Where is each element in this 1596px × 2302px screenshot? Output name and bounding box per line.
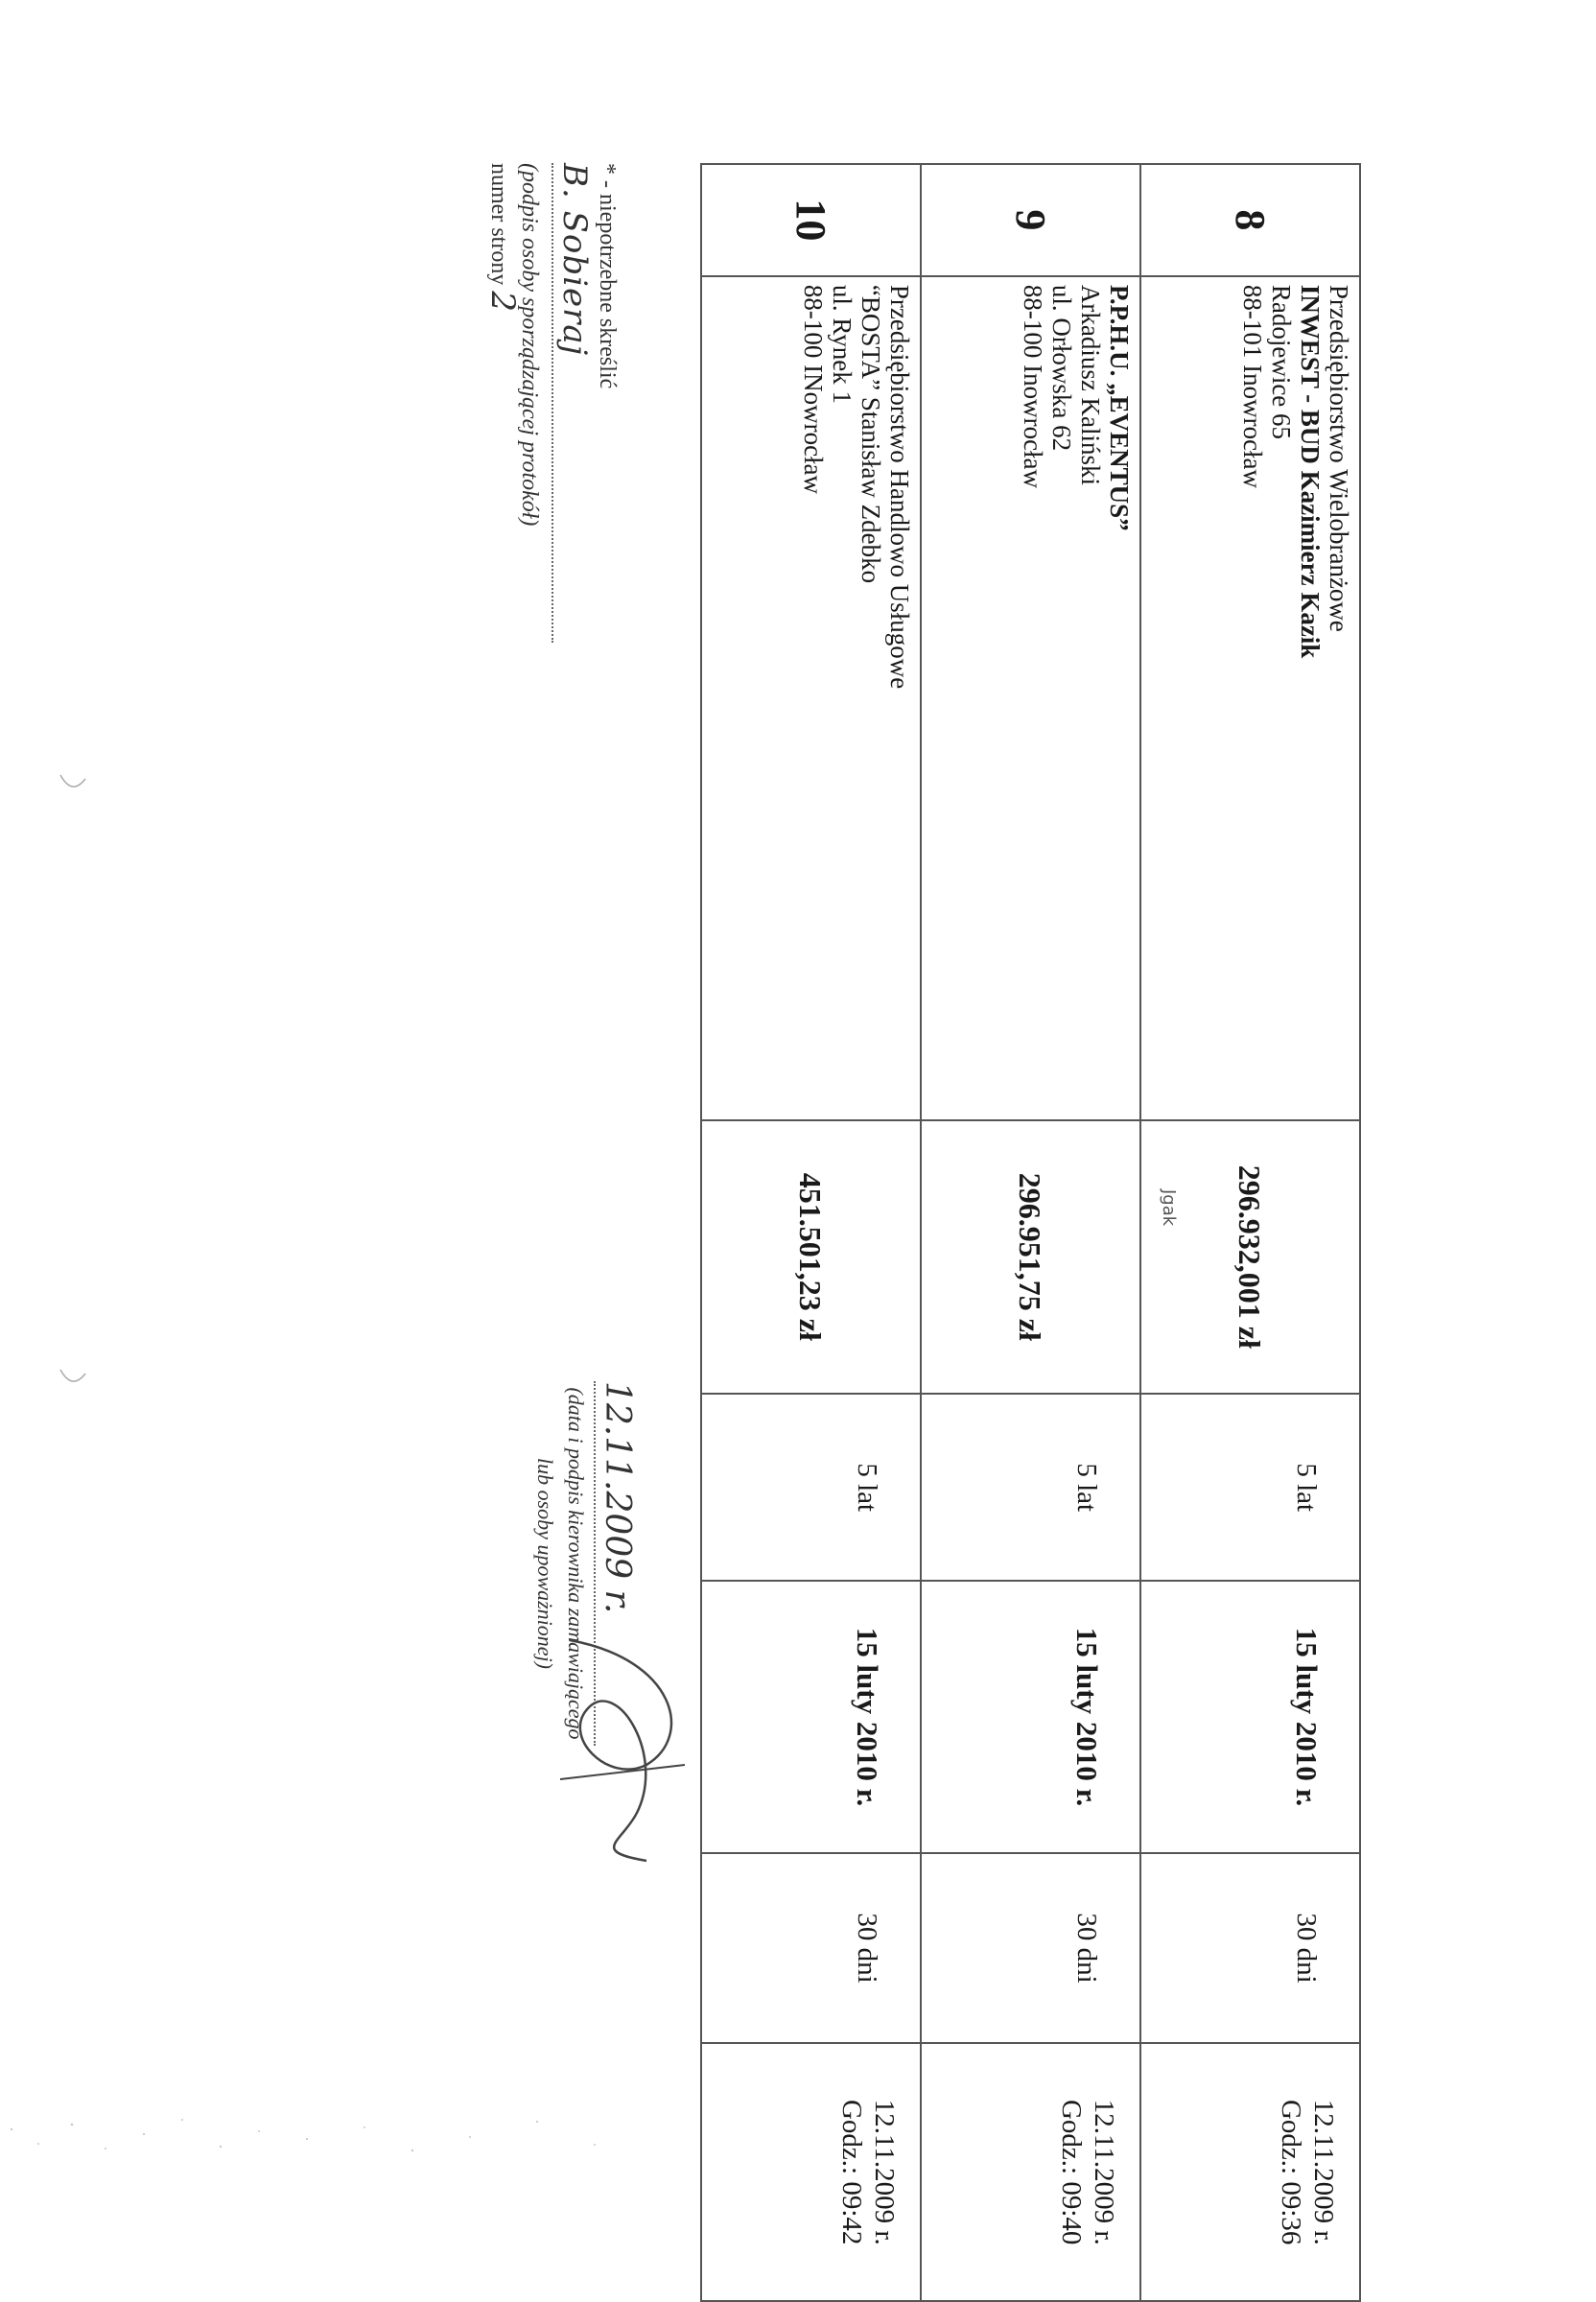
date-cell <box>701 2043 921 2301</box>
time-value: Godz.: 09:40 <box>1056 2099 1087 2245</box>
date-value: 12.11.2009 r. <box>1089 2099 1119 2245</box>
manager-signature-date: 12.11.2009 r. <box>594 1381 637 1746</box>
firm-line: 88-100 Inowrocław <box>1019 284 1047 489</box>
row-number: 9 <box>921 164 1140 276</box>
table-row <box>701 164 921 2301</box>
row-number: 8 <box>1140 164 1360 276</box>
manager-caption-line2: lub osoby upoważnionej) <box>533 1458 557 1669</box>
price-cell <box>921 1120 1140 1394</box>
warranty-cell: 5 lat <box>701 1394 921 1581</box>
date-cell <box>1140 2043 1360 2301</box>
warranty-cell: 5 lat <box>1140 1394 1360 1581</box>
date-cell <box>921 2043 1140 2301</box>
date-value: 12.11.2009 r. <box>869 2099 900 2245</box>
warranty-cell: 5 lat <box>921 1394 1140 1581</box>
preparer-signature: B. Sobieraj <box>552 163 594 643</box>
completion-cell: 15 luty 2010 r. <box>701 1581 921 1852</box>
completion-cell: 15 luty 2010 r. <box>1140 1581 1360 1852</box>
payment-cell: 30 dni <box>1140 1853 1360 2044</box>
scan-noise <box>0 2110 1596 2160</box>
payment-cell: 30 dni <box>921 1853 1140 2044</box>
preparer-caption: (podpis osoby sporządzającej protokół) <box>517 163 542 527</box>
payment-cell: 30 dni <box>701 1853 921 2044</box>
footnote: * - niepotrzebne skreślić <box>595 163 620 389</box>
price-cell <box>1140 1120 1360 1394</box>
firm-cell <box>921 276 1140 1120</box>
time-value: Godz.: 09:42 <box>836 2099 867 2245</box>
firm-line: 88-100 INowrocław <box>799 284 828 495</box>
preparer-signature-block <box>516 163 620 854</box>
offers-table <box>700 163 1361 2302</box>
firm-line: ul. Orłowska 62 <box>1047 284 1076 452</box>
scan-mark <box>53 1362 91 1400</box>
firm-line: 88-101 Inowrocław <box>1238 284 1267 489</box>
firm-line: Przedsiębiorstwo Wielobranżowe <box>1325 284 1353 632</box>
signature-scribble <box>541 1621 704 1870</box>
firm-line: Przedsiębiorstwo Handlowo Usługowe <box>885 284 914 690</box>
price-value: 296.932,001 zł <box>1232 1164 1268 1349</box>
price-initials: Jgak <box>1159 1189 1179 1227</box>
completion-cell: 15 luty 2010 r. <box>921 1581 1140 1852</box>
firm-line: Radojewice 65 <box>1267 284 1296 440</box>
page-number-value: 2 <box>483 291 522 312</box>
table-row <box>921 164 1140 2301</box>
price-value: 296.951,75 zł <box>1013 1172 1048 1341</box>
manager-caption-line1: (data i podpis kierownika zamawiającego <box>564 1387 588 1740</box>
price-cell <box>701 1120 921 1394</box>
firm-line: ul. Rynek 1 <box>828 284 857 405</box>
page-number-block <box>483 163 522 312</box>
firm-line: Arkadiusz Kaliński <box>1076 284 1105 486</box>
scan-mark <box>53 767 91 806</box>
price-value: 451.501,23 zł <box>793 1172 829 1341</box>
firm-line: “BOSTA” Stanisław Zdebko <box>857 284 885 584</box>
firm-line: INWEST - BUD Kazimierz Kazik <box>1296 284 1325 659</box>
firm-cell <box>701 276 921 1120</box>
page-number-label: numer strony <box>486 163 511 286</box>
table-row <box>1140 164 1360 2301</box>
firm-line: P.P.H.U. „EVENTUS” <box>1105 284 1134 531</box>
date-value: 12.11.2009 r. <box>1308 2099 1339 2245</box>
firm-cell <box>1140 276 1360 1120</box>
row-number: 10 <box>701 164 921 276</box>
time-value: Godz.: 09:36 <box>1276 2099 1306 2245</box>
